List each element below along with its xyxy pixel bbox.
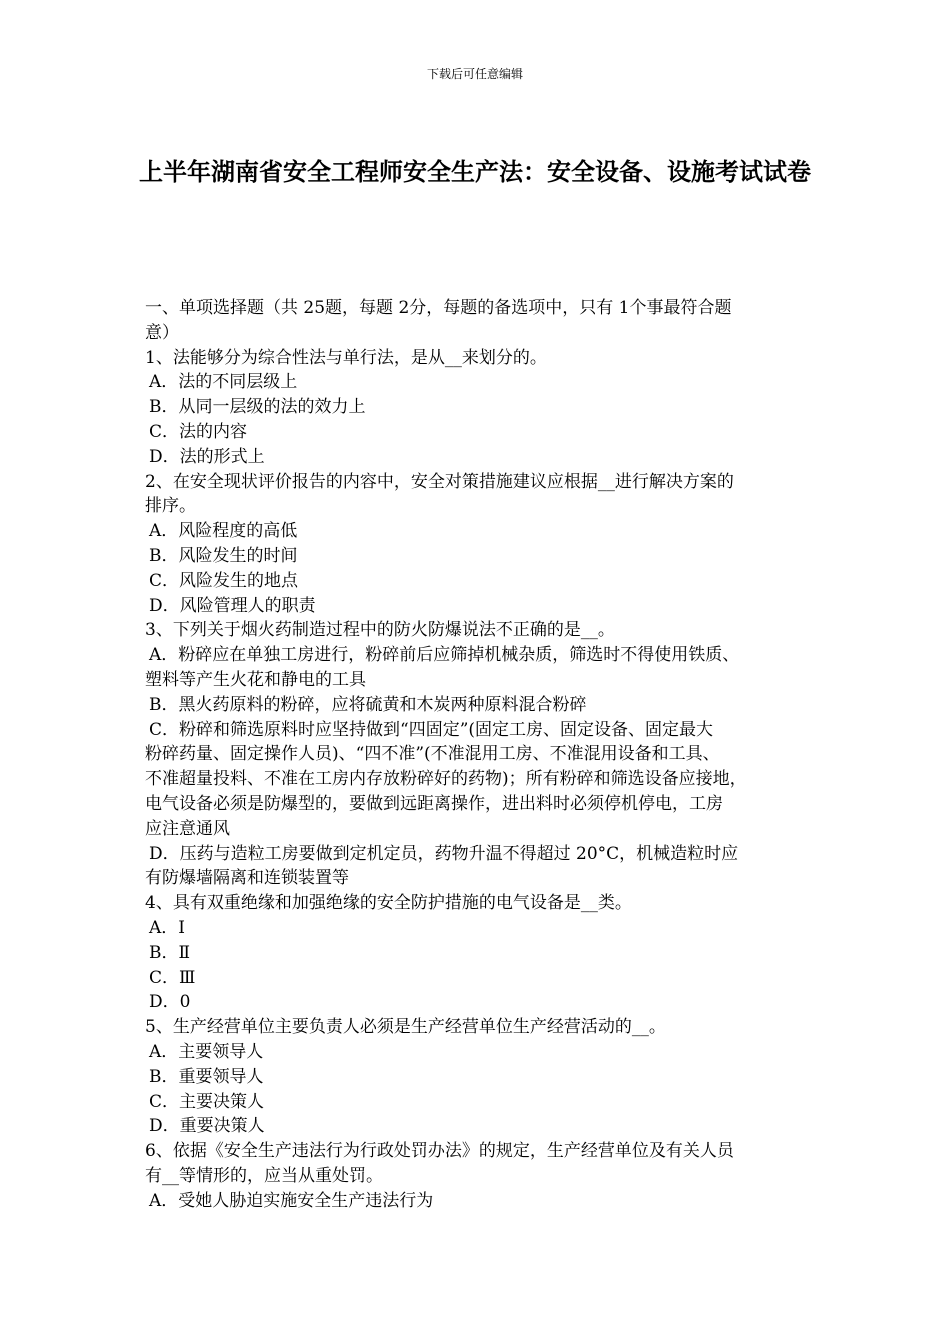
option-line: A．法的不同层级上: [149, 372, 298, 393]
option-line: B．从同一层级的法的效力上: [149, 397, 366, 418]
option-line: D．0: [149, 992, 191, 1013]
text-line: 5、生产经营单位主要负责人必须是生产经营单位生产经营活动的__。: [145, 1017, 666, 1038]
option-line: A．Ⅰ: [149, 917, 185, 938]
exam-body: [145, 296, 815, 1213]
text-line: 意）: [145, 322, 179, 343]
header-note: 下载后可任意编辑: [426, 67, 523, 81]
option-line: D．压药与造粒工房要做到定机定员，药物升温不得超过 20°C，机械造粒时应: [149, 843, 739, 864]
text-line: 一、单项选择题（共 25题，每题 2分，每题的备选项中，只有 1个事最符合题: [145, 298, 732, 318]
text-line: 6、依据《安全生产违法行为行政处罚办法》的规定，生产经营单位及有关人员: [145, 1141, 734, 1162]
option-line: C．风险发生的地点: [149, 570, 299, 591]
option-line: B．重要领导人: [149, 1066, 264, 1087]
option-line: C．法的内容: [149, 421, 248, 442]
option-line: C．主要决策人: [149, 1091, 265, 1112]
option-line: A．主要领导人: [149, 1041, 264, 1062]
text-line: 不准超量投料、不准在工房内存放粉碎好的药物)；所有粉碎和筛选设备应接地，: [145, 769, 747, 790]
text-line: 应注意通风: [145, 818, 230, 839]
option-line: B．Ⅱ: [149, 942, 191, 963]
text-line: 4、具有双重绝缘和加强绝缘的安全防护措施的电气设备是__类。: [145, 893, 632, 914]
text-line: 2、在安全现状评价报告的内容中，安全对策措施建议应根据__进行解决方案的: [145, 471, 734, 492]
option-line: C．粉碎和筛选原料时应坚持做到“四固定”(固定工房、固定设备、固定最大: [149, 719, 714, 740]
option-line: D．重要决策人: [149, 1116, 265, 1137]
option-line: D．风险管理人的职责: [149, 595, 316, 616]
option-line: A．粉碎应在单独工房进行，粉碎前后应筛掉机械杂质，筛选时不得使用铁质、: [149, 645, 740, 666]
text-line: 电气设备必须是防爆型的，要做到远距离操作，进出料时必须停机停电，工房: [145, 793, 723, 814]
text-line: 3、下列关于烟火药制造过程中的防火防爆说法不正确的是__。: [145, 620, 615, 641]
option-line: B．黑火药原料的粉碎，应将硫黄和木炭两种原料混合粉碎: [149, 694, 587, 715]
page-title: 上半年湖南省安全工程师安全生产法：安全设备、设施考试试卷: [139, 157, 811, 186]
text-line: 粉碎药量、固定操作人员)、“四不准”(不准混用工房、不准混用设备和工具、: [145, 744, 720, 765]
option-line: A．风险程度的高低: [149, 521, 298, 542]
option-line: C．Ⅲ: [149, 967, 196, 988]
text-line: 1、法能够分为综合性法与单行法，是从__来划分的。: [145, 347, 547, 368]
text-line: 塑料等产生火花和静电的工具: [145, 669, 366, 690]
option-line: D．法的形式上: [149, 446, 265, 467]
text-line: 排序。: [145, 496, 196, 517]
text-line: 有__等情形的，应当从重处罚。: [145, 1165, 383, 1186]
option-line: B．风险发生的时间: [149, 545, 298, 566]
text-line: 有防爆墙隔离和连锁装置等: [145, 868, 349, 889]
option-line: A．受她人胁迫实施安全生产违法行为: [149, 1190, 434, 1211]
